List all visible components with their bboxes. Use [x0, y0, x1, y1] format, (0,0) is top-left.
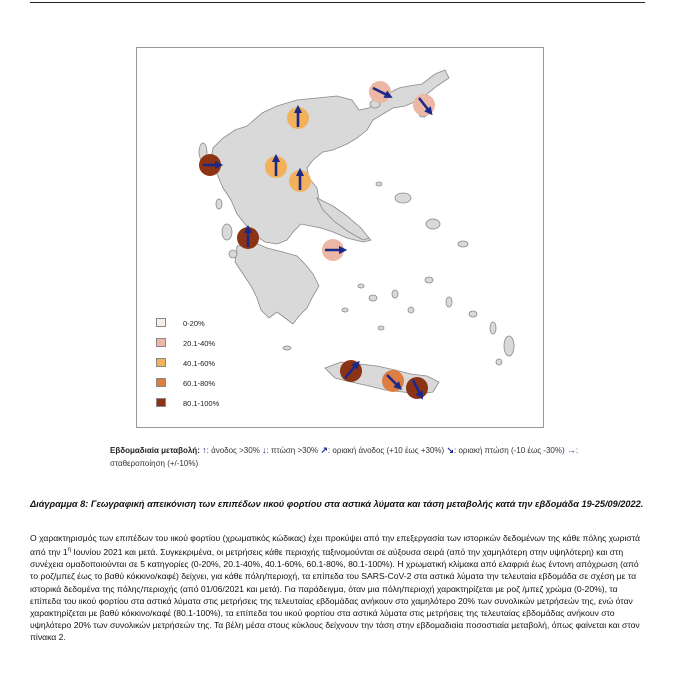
legend-item — [156, 338, 256, 348]
arrow-down-icon: ↓ — [262, 445, 267, 455]
arrow-right-icon: → — [566, 445, 576, 455]
change-legend-title: Εβδομαδιαία μεταβολή: — [110, 446, 200, 455]
paragraph-sup: η — [67, 547, 72, 554]
legend-swatch — [156, 358, 166, 367]
body-paragraph — [30, 532, 648, 644]
legend-label: 20.1-40% — [183, 339, 216, 348]
marker-komotini — [413, 94, 435, 116]
stable-label: σταθεροποίηση (+/-10%) — [110, 459, 199, 468]
paragraph-part1: Ο χαρακτηρισμός των επιπέδων του ιικού φορτίου (χρωματικός κώδικας) έχει προκύψει από την επεξεργασία των ιστορικών δεδομένων της κάθε πόλης χωριστά από την 1 — [30, 533, 640, 558]
peloponnese — [235, 242, 319, 324]
mild-up-label: οριακή άνοδος (+10 έως +30%) — [332, 446, 445, 455]
legend-item — [156, 318, 256, 328]
legend-swatch — [156, 318, 166, 327]
down-label: πτώση >30% — [271, 446, 319, 455]
legend-item — [156, 378, 256, 388]
arrow-down-right-icon: ↘ — [446, 445, 454, 455]
map-canvas — [137, 48, 543, 427]
marker-heraklion — [406, 377, 428, 399]
legend-swatch — [156, 398, 166, 407]
arrow-up-icon: ↑ — [202, 445, 207, 455]
marker-alexandroupoli — [369, 81, 391, 103]
top-rule — [30, 2, 645, 3]
change-legend: Εβδομαδιαία μεταβολή: ↑: άνοδος >30% ↓: πτώση >30% ↗: οριακή άνοδος (+10 έως +30%) ↘: οριακή πτώση (-10 έως -30%) →: σταθεροποίηση (+/-10%) — [110, 445, 579, 468]
legend-label: 80.1-100% — [183, 399, 220, 408]
mainland — [211, 70, 449, 244]
marker-larisa — [265, 156, 287, 178]
marker-rethymno — [382, 370, 404, 392]
legend-label: 40.1-60% — [183, 359, 216, 368]
marker-athens — [322, 239, 344, 261]
marker-ioannina — [237, 227, 259, 249]
greece-map — [136, 47, 544, 428]
up-label: άνοδος >30% — [211, 446, 260, 455]
legend-swatch — [156, 378, 166, 387]
legend-item — [156, 398, 256, 408]
marker-kastoria — [199, 154, 221, 176]
legend-label: 0-20% — [183, 319, 205, 328]
legend-label: 60.1-80% — [183, 379, 216, 388]
paragraph-part2: Ιουνίου 2021 και μετά. Συγκεκριμένα, οι μετρήσεις κάθε περιοχής ταξινομούνται σε αύξουσα σειρά (από την χαμηλότερη στην υψηλότερη) και στη συνέχεια ομαδοποιούνται σε 5 κατηγορίες (0-20%, 20.1-40%, 40.1-60%, 60.1-80%, 80.1-100%). Η χρωματική κλίμακα από ελαφριά έως έντονη απόχρωση (από το ροζ/μπεζ έως το βαθύ κόκκινο/καφέ) δείχνει, για κάθε πόλη/περιοχή, τα επίπεδα του SARS-CoV-2 στα αστικά λύματα την τελευταία εβδομάδα σε σχέση με τα ιστορικά δεδομένα της πόλης/περιοχής (από 01/06/2021 και μετά). Για παράδειγμα, όταν μια πόλη/περιοχή χαρακτηρίζεται με ροζ /μπεζ χρώμα (0-20%), τα επίπεδα του ιικού φορτίου στα αστικά λύματα στις μετρήσεις της τελευταίας εβδομάδας ανήκουν στο χαμηλότερο 20% των συνολικών μετρήσεών της, ενώ όταν χαρακτηρίζεται με βαθύ κόκκινο/καφέ (80.1-100%), τα επίπεδα του ιικού φορτίου στα αστικά λύματα στις μετρήσεις της τελευταίας εβδομάδας ανήκουν στο υψηλότερο 20% των συνολικών μετρήσεών της. Τα βέλη μέσα στους κύκλους δείχνουν την τάση στην εβδομαδιαία ποσοστιαία μεταβολή, όπως φαίνεται και στον πίνακα 2. — [30, 547, 640, 643]
arrow-up-right-icon: ↗ — [320, 445, 328, 455]
figure-caption: Διάγραμμα 8: Γεωγραφική απεικόνιση των επιπέδων ιικού φορτίου στα αστικά λύματα και τάση μεταβολής κατά την εβδομάδα 19-25/09/2022. — [30, 499, 644, 509]
marker-chania — [340, 360, 362, 382]
mild-down-label: οριακή πτώση (-10 έως -30%) — [458, 446, 565, 455]
legend-item — [156, 358, 256, 368]
legend-swatch — [156, 338, 166, 347]
marker-thessaloniki — [287, 107, 309, 129]
marker-volos — [289, 170, 311, 192]
